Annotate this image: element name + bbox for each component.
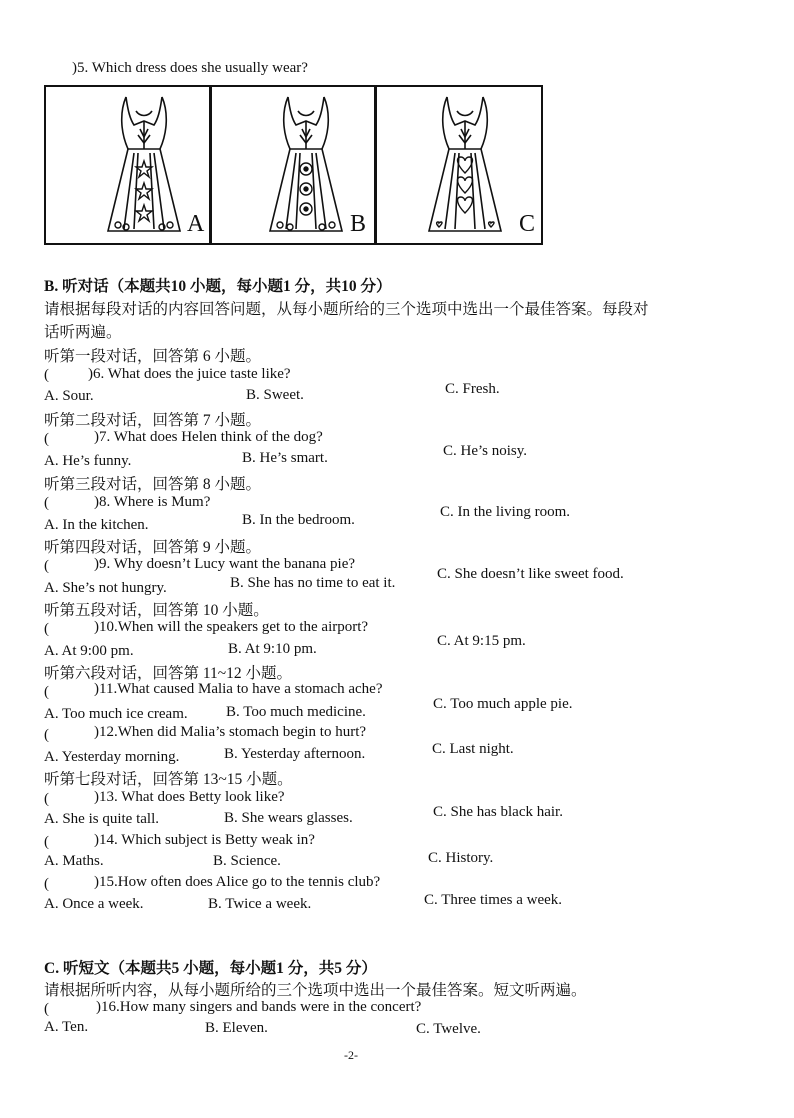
question-7-stem: )7. What does Helen think of the dog?: [94, 429, 323, 445]
question-7-option-b[interactable]: B. He’s smart.: [242, 450, 328, 466]
question-5-stem: )5. Which dress does she usually wear?: [72, 60, 308, 76]
question-16-stem: )16.How many singers and bands were in the concert?: [96, 999, 422, 1015]
question-11-option-b[interactable]: B. Too much medicine.: [226, 704, 366, 720]
question-14-option-c[interactable]: C. History.: [428, 850, 494, 866]
question-9-option-c[interactable]: C. She doesn’t like sweet food.: [437, 566, 624, 582]
dialogue-intro-7: 听第七段对话，回答第 13~15 小题。: [44, 771, 293, 788]
question-6-stem: )6. What does the juice taste like?: [88, 366, 291, 382]
question-11-paren: (: [44, 684, 49, 700]
question-14-option-b[interactable]: B. Science.: [213, 853, 281, 869]
section-b-instruction-line1: 请根据每段对话的内容回答问题，从每小题所给的三个选项中选出一个最佳答案。每段对: [44, 301, 649, 318]
option-letter-b: B: [350, 211, 367, 237]
option-letter-c: C: [519, 211, 536, 237]
dress-option-a[interactable]: [46, 87, 209, 243]
question-7-option-a[interactable]: A. He’s funny.: [44, 453, 132, 469]
question-7-paren: (: [44, 431, 49, 447]
section-b-instruction-line2: 话听两遍。: [44, 324, 122, 341]
question-14-option-a[interactable]: A. Maths.: [44, 853, 104, 869]
question-9-stem: )9. Why doesn’t Lucy want the banana pie?: [94, 556, 356, 572]
question-15-stem: )15.How often does Alice go to the tennis club?: [94, 874, 381, 890]
dialogue-intro-3: 听第三段对话，回答第 8 小题。: [44, 476, 262, 493]
question-14-paren: (: [44, 834, 49, 850]
question-16-option-b[interactable]: B. Eleven.: [205, 1020, 268, 1036]
question-9-option-a[interactable]: A. She’s not hungry.: [44, 580, 167, 596]
question-10-option-a[interactable]: A. At 9:00 pm.: [44, 643, 134, 659]
dialogue-intro-6: 听第六段对话，回答第 11~12 小题。: [44, 665, 293, 682]
question-13-stem: )13. What does Betty look like?: [94, 789, 285, 805]
question-16-option-c[interactable]: C. Twelve.: [416, 1021, 481, 1037]
question-10-option-b[interactable]: B. At 9:10 pm.: [228, 641, 317, 657]
question-14-stem: )14. Which subject is Betty weak in?: [94, 832, 315, 848]
question-12-option-b[interactable]: B. Yesterday afternoon.: [224, 746, 366, 762]
section-c-title: C. 听短文（本题共5 小题，每小题1 分，共5 分）: [44, 960, 377, 977]
dialogue-intro-5: 听第五段对话，回答第 10 小题。: [44, 602, 269, 619]
question-8-option-c[interactable]: C. In the living room.: [440, 504, 570, 520]
question-6-option-c[interactable]: C. Fresh.: [445, 381, 500, 397]
dress-picture-box: [44, 85, 543, 245]
question-6-option-b[interactable]: B. Sweet.: [246, 387, 304, 403]
question-9-option-b[interactable]: B. She has no time to eat it.: [230, 575, 396, 591]
page-number: -2-: [344, 1048, 358, 1062]
question-7-option-c[interactable]: C. He’s noisy.: [443, 443, 528, 459]
question-13-paren: (: [44, 791, 49, 807]
question-9-paren: (: [44, 558, 49, 574]
question-11-stem: )11.What caused Malia to have a stomach ache?: [94, 681, 383, 697]
section-b-title: B. 听对话（本题共10 小题，每小题1 分，共10 分）: [44, 278, 392, 295]
dialogue-intro-4: 听第四段对话，回答第 9 小题。: [44, 539, 262, 556]
question-15-option-c[interactable]: C. Three times a week.: [424, 892, 563, 908]
question-8-paren: (: [44, 495, 49, 511]
section-c-instruction: 请根据所听内容，从每小题所给的三个选项中选出一个最佳答案。短文听两遍。: [44, 982, 587, 999]
question-10-option-c[interactable]: C. At 9:15 pm.: [437, 633, 526, 649]
question-8-stem: )8. Where is Mum?: [94, 494, 211, 510]
question-11-option-c[interactable]: C. Too much apple pie.: [433, 696, 573, 712]
question-8-option-a[interactable]: A. In the kitchen.: [44, 517, 149, 533]
question-13-option-a[interactable]: A. She is quite tall.: [44, 811, 159, 827]
question-13-option-c[interactable]: C. She has black hair.: [433, 804, 563, 820]
dialogue-intro-2: 听第二段对话，回答第 7 小题。: [44, 412, 262, 429]
question-15-option-b[interactable]: B. Twice a week.: [208, 896, 312, 912]
question-12-option-c[interactable]: C. Last night.: [432, 741, 514, 757]
question-16-paren: (: [44, 1001, 49, 1017]
option-letter-a: A: [187, 211, 205, 237]
question-10-paren: (: [44, 621, 49, 637]
question-15-paren: (: [44, 876, 49, 892]
dress-option-b[interactable]: [212, 87, 374, 243]
dress-option-c[interactable]: [377, 87, 540, 243]
question-10-stem: )10.When will the speakers get to the airport?: [94, 619, 369, 635]
question-6-paren: (: [44, 367, 49, 383]
question-12-paren: (: [44, 727, 49, 743]
question-12-stem: )12.When did Malia’s stomach begin to hurt?: [94, 724, 367, 740]
question-6-option-a[interactable]: A. Sour.: [44, 388, 94, 404]
question-15-option-a[interactable]: A. Once a week.: [44, 896, 144, 912]
question-13-option-b[interactable]: B. She wears glasses.: [224, 810, 353, 826]
question-8-option-b[interactable]: B. In the bedroom.: [242, 512, 355, 528]
question-12-option-a[interactable]: A. Yesterday morning.: [44, 749, 180, 765]
question-16-option-a[interactable]: A. Ten.: [44, 1019, 89, 1035]
dialogue-intro-1: 听第一段对话，回答第 6 小题。: [44, 348, 262, 365]
question-11-option-a[interactable]: A. Too much ice cream.: [44, 706, 188, 722]
